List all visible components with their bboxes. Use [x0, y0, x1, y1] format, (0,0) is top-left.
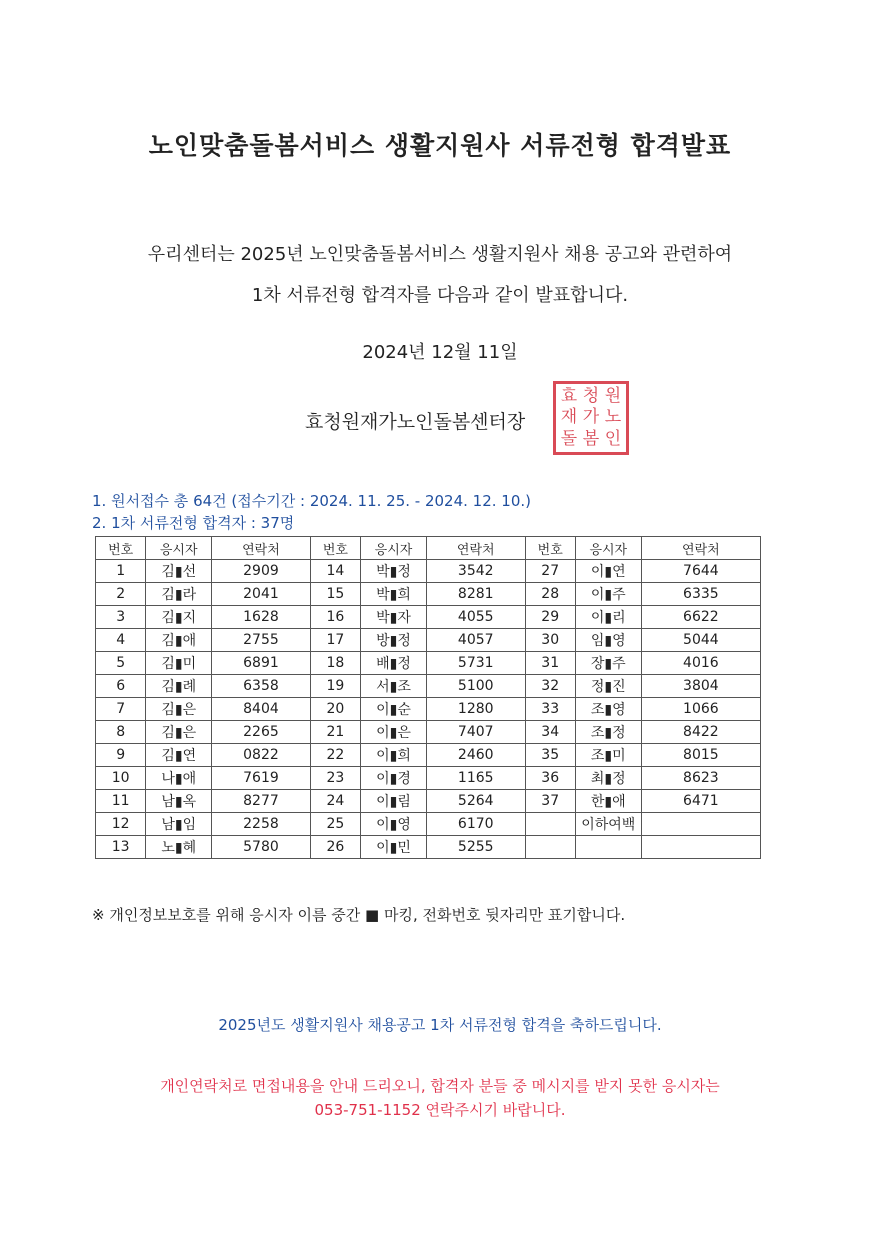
column-header: 연락처 — [426, 537, 525, 560]
number-cell: 36 — [525, 767, 575, 790]
number-cell: 4 — [96, 629, 146, 652]
column-header: 번호 — [96, 537, 146, 560]
applicant-cell: 최▮정 — [575, 767, 641, 790]
number-cell: 26 — [310, 836, 360, 859]
phone-cell: 5264 — [426, 790, 525, 813]
phone-cell: 2460 — [426, 744, 525, 767]
congratulations-message: 2025년도 생활지원사 채용공고 1차 서류전형 합격을 축하드립니다. — [218, 1016, 662, 1034]
table-row — [96, 675, 761, 698]
applicant-cell: 방▮정 — [361, 629, 427, 652]
table-header-row — [96, 537, 761, 560]
intro-line-2: 1차 서류전형 합격자를 다음과 같이 발표합니다. — [251, 285, 629, 306]
column-header: 응시자 — [575, 537, 641, 560]
number-cell: 35 — [525, 744, 575, 767]
phone-cell: 6471 — [641, 790, 760, 813]
table-row — [96, 652, 761, 675]
number-cell: 20 — [310, 698, 360, 721]
number-cell: 10 — [96, 767, 146, 790]
passed-count: 2. 1차 서류전형 합격자 : 37명 — [92, 514, 295, 532]
number-cell: 32 — [525, 675, 575, 698]
column-header: 연락처 — [641, 537, 760, 560]
table-row — [96, 560, 761, 583]
passed-applicants-table — [95, 536, 761, 859]
phone-cell: 2041 — [212, 583, 311, 606]
phone-cell: 4057 — [426, 629, 525, 652]
phone-cell: 1165 — [426, 767, 525, 790]
page-title: 노인맞춤돌봄서비스 생활지원사 서류전형 합격발표 — [148, 131, 732, 160]
number-cell: 17 — [310, 629, 360, 652]
phone-cell: 4055 — [426, 606, 525, 629]
applicant-cell: 임▮영 — [575, 629, 641, 652]
applicant-cell: 김▮례 — [146, 675, 212, 698]
applicant-cell: 이▮주 — [575, 583, 641, 606]
number-cell: 3 — [96, 606, 146, 629]
seal-char: 재 — [560, 407, 578, 428]
seal-char: 청 — [582, 386, 600, 407]
number-cell: 24 — [310, 790, 360, 813]
applicant-cell: 김▮지 — [146, 606, 212, 629]
phone-cell: 1628 — [212, 606, 311, 629]
phone-cell: 5255 — [426, 836, 525, 859]
phone-cell: 8404 — [212, 698, 311, 721]
applicant-cell: 장▮주 — [575, 652, 641, 675]
number-cell: 8 — [96, 721, 146, 744]
phone-cell: 5044 — [641, 629, 760, 652]
number-cell: 12 — [96, 813, 146, 836]
number-cell — [525, 836, 575, 859]
number-cell: 22 — [310, 744, 360, 767]
number-cell: 18 — [310, 652, 360, 675]
seal-char: 효 — [560, 386, 578, 407]
phone-cell: 5780 — [212, 836, 311, 859]
number-cell: 7 — [96, 698, 146, 721]
signer-name: 효청원재가노인돌봄센터장 — [305, 411, 526, 433]
applicant-cell: 조▮정 — [575, 721, 641, 744]
applicant-cell: 이▮림 — [361, 790, 427, 813]
number-cell: 23 — [310, 767, 360, 790]
table-row — [96, 836, 761, 859]
number-cell: 19 — [310, 675, 360, 698]
table-row — [96, 744, 761, 767]
applicant-cell: 박▮자 — [361, 606, 427, 629]
announcement-date: 2024년 12월 11일 — [362, 342, 518, 363]
column-header: 응시자 — [361, 537, 427, 560]
phone-cell: 3804 — [641, 675, 760, 698]
applicant-cell: 김▮미 — [146, 652, 212, 675]
applicant-cell: 이▮은 — [361, 721, 427, 744]
phone-cell: 1066 — [641, 698, 760, 721]
number-cell: 37 — [525, 790, 575, 813]
intro-line-1: 우리센터는 2025년 노인맞춤돌봄서비스 생활지원사 채용 공고와 관련하여 — [147, 244, 733, 265]
applicant-cell: 조▮미 — [575, 744, 641, 767]
column-header: 연락처 — [212, 537, 311, 560]
applicant-cell — [575, 836, 641, 859]
application-summary: 1. 원서접수 총 64건 (접수기간 : 2024. 11. 25. - 2024. 12. 10.) — [92, 492, 531, 510]
table-row — [96, 790, 761, 813]
phone-cell: 6335 — [641, 583, 760, 606]
seal-char: 노 — [604, 407, 622, 428]
column-header: 응시자 — [146, 537, 212, 560]
phone-cell: 7407 — [426, 721, 525, 744]
number-cell: 5 — [96, 652, 146, 675]
applicant-cell: 한▮애 — [575, 790, 641, 813]
applicant-cell: 남▮임 — [146, 813, 212, 836]
phone-cell: 2258 — [212, 813, 311, 836]
phone-cell: 7619 — [212, 767, 311, 790]
phone-cell: 8015 — [641, 744, 760, 767]
number-cell: 25 — [310, 813, 360, 836]
phone-cell: 8623 — [641, 767, 760, 790]
phone-cell: 6622 — [641, 606, 760, 629]
applicant-cell: 김▮은 — [146, 698, 212, 721]
table-row — [96, 583, 761, 606]
applicant-cell: 정▮진 — [575, 675, 641, 698]
applicant-cell: 박▮정 — [361, 560, 427, 583]
applicant-cell: 이▮영 — [361, 813, 427, 836]
contact-notice-line-2: 053-751-1152 연락주시기 바랍니다. — [314, 1101, 566, 1119]
applicant-cell: 박▮희 — [361, 583, 427, 606]
number-cell: 16 — [310, 606, 360, 629]
number-cell: 33 — [525, 698, 575, 721]
number-cell: 14 — [310, 560, 360, 583]
phone-cell: 2909 — [212, 560, 311, 583]
seal-char: 가 — [582, 407, 600, 428]
applicant-cell: 조▮영 — [575, 698, 641, 721]
applicant-cell: 김▮은 — [146, 721, 212, 744]
table-row — [96, 698, 761, 721]
number-cell: 11 — [96, 790, 146, 813]
number-cell: 30 — [525, 629, 575, 652]
phone-cell: 6170 — [426, 813, 525, 836]
phone-cell: 1280 — [426, 698, 525, 721]
seal-char: 인 — [604, 428, 622, 449]
contact-notice-line-1: 개인연락처로 면접내용을 안내 드리오니, 합격자 분들 중 메시지를 받지 못한 응시자는 — [160, 1077, 720, 1095]
number-cell: 28 — [525, 583, 575, 606]
applicant-cell: 나▮애 — [146, 767, 212, 790]
phone-cell — [641, 813, 760, 836]
phone-cell: 7644 — [641, 560, 760, 583]
phone-cell: 2265 — [212, 721, 311, 744]
applicant-cell: 김▮연 — [146, 744, 212, 767]
applicant-cell: 김▮선 — [146, 560, 212, 583]
number-cell: 27 — [525, 560, 575, 583]
table-row — [96, 721, 761, 744]
applicant-cell: 서▮조 — [361, 675, 427, 698]
table-row — [96, 813, 761, 836]
seal-char: 원 — [604, 386, 622, 407]
number-cell: 13 — [96, 836, 146, 859]
official-seal-stamp — [553, 381, 629, 455]
phone-cell: 3542 — [426, 560, 525, 583]
table-row — [96, 629, 761, 652]
phone-cell: 5731 — [426, 652, 525, 675]
number-cell: 15 — [310, 583, 360, 606]
number-cell: 6 — [96, 675, 146, 698]
applicant-cell: 이하여백 — [575, 813, 641, 836]
applicant-cell: 배▮정 — [361, 652, 427, 675]
applicant-cell: 이▮리 — [575, 606, 641, 629]
phone-cell: 8281 — [426, 583, 525, 606]
applicant-cell: 노▮혜 — [146, 836, 212, 859]
number-cell: 21 — [310, 721, 360, 744]
applicant-cell: 이▮연 — [575, 560, 641, 583]
phone-cell: 0822 — [212, 744, 311, 767]
number-cell: 29 — [525, 606, 575, 629]
phone-cell — [641, 836, 760, 859]
applicant-cell: 이▮민 — [361, 836, 427, 859]
applicant-cell: 김▮라 — [146, 583, 212, 606]
applicant-cell: 이▮희 — [361, 744, 427, 767]
number-cell: 2 — [96, 583, 146, 606]
applicant-cell: 남▮옥 — [146, 790, 212, 813]
privacy-note: ※ 개인정보보호를 위해 응시자 이름 중간 ■ 마킹, 전화번호 뒷자리만 표기합니다. — [92, 906, 626, 924]
applicant-cell: 이▮경 — [361, 767, 427, 790]
number-cell: 34 — [525, 721, 575, 744]
table-row — [96, 767, 761, 790]
number-cell — [525, 813, 575, 836]
number-cell: 31 — [525, 652, 575, 675]
number-cell: 9 — [96, 744, 146, 767]
phone-cell: 4016 — [641, 652, 760, 675]
phone-cell: 2755 — [212, 629, 311, 652]
number-cell: 1 — [96, 560, 146, 583]
table-row — [96, 606, 761, 629]
phone-cell: 5100 — [426, 675, 525, 698]
seal-char: 돌 — [560, 428, 578, 449]
applicant-cell: 김▮애 — [146, 629, 212, 652]
seal-char: 봄 — [582, 428, 600, 449]
phone-cell: 8277 — [212, 790, 311, 813]
column-header: 번호 — [525, 537, 575, 560]
phone-cell: 8422 — [641, 721, 760, 744]
applicant-cell: 이▮순 — [361, 698, 427, 721]
column-header: 번호 — [310, 537, 360, 560]
phone-cell: 6891 — [212, 652, 311, 675]
phone-cell: 6358 — [212, 675, 311, 698]
